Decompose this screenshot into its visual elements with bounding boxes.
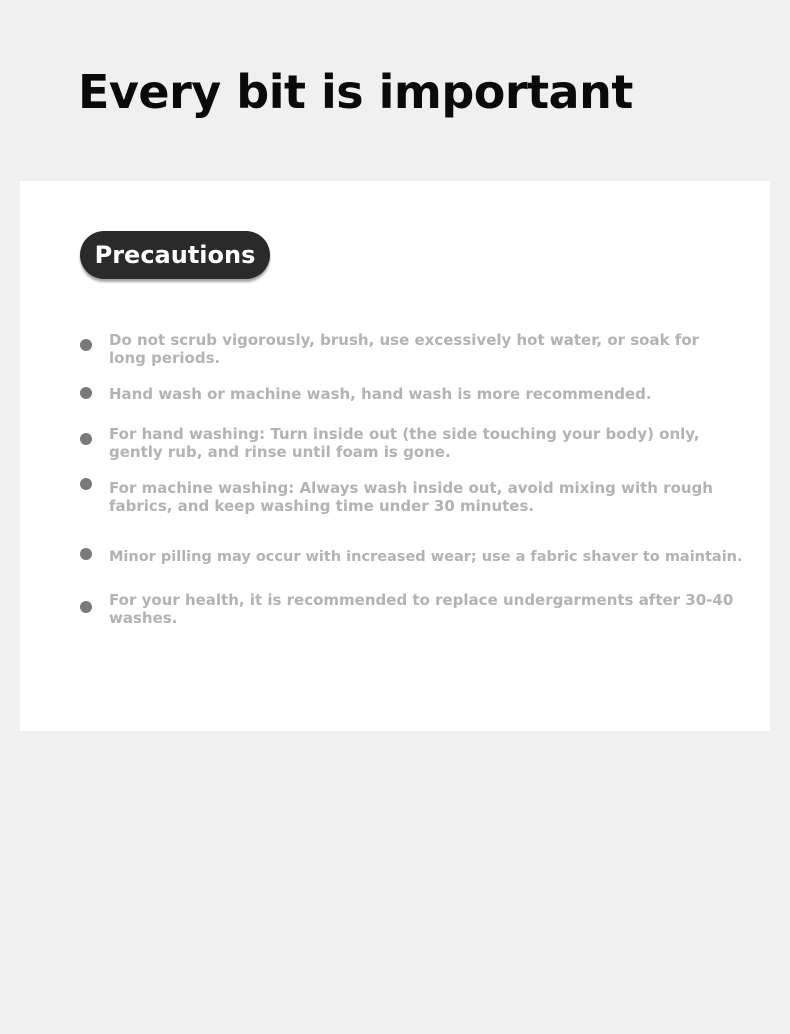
bullet-icon [80,339,92,351]
bullet-icon [80,548,92,560]
precautions-badge: Precautions [80,231,270,279]
list-item-text: Minor pilling may occur with increased wear; use a fabric shaver to maintain. [109,549,743,565]
bullet-icon [80,478,92,490]
list-item-text: For hand washing: Turn inside out (the side touching your body) only, gently rub, and rinse until foam is gone. [109,425,700,461]
precautions-card [20,181,770,731]
bullet-icon [80,387,92,399]
list-item-text: Hand wash or machine wash, hand wash is more recommended. [109,385,652,403]
bullet-icon [80,601,92,613]
list-item-text: Do not scrub vigorously, brush, use excessively hot water, or soak for long periods. [109,331,700,367]
bullet-icon [80,433,92,445]
list-item-text: For your health, it is recommended to replace undergarments after 30-40 washes. [109,591,734,627]
page-title: Every bit is important [78,65,633,119]
list-item-text: For machine washing: Always wash inside out, avoid mixing with rough fabrics, and keep washing time under 30 minutes. [109,479,713,515]
